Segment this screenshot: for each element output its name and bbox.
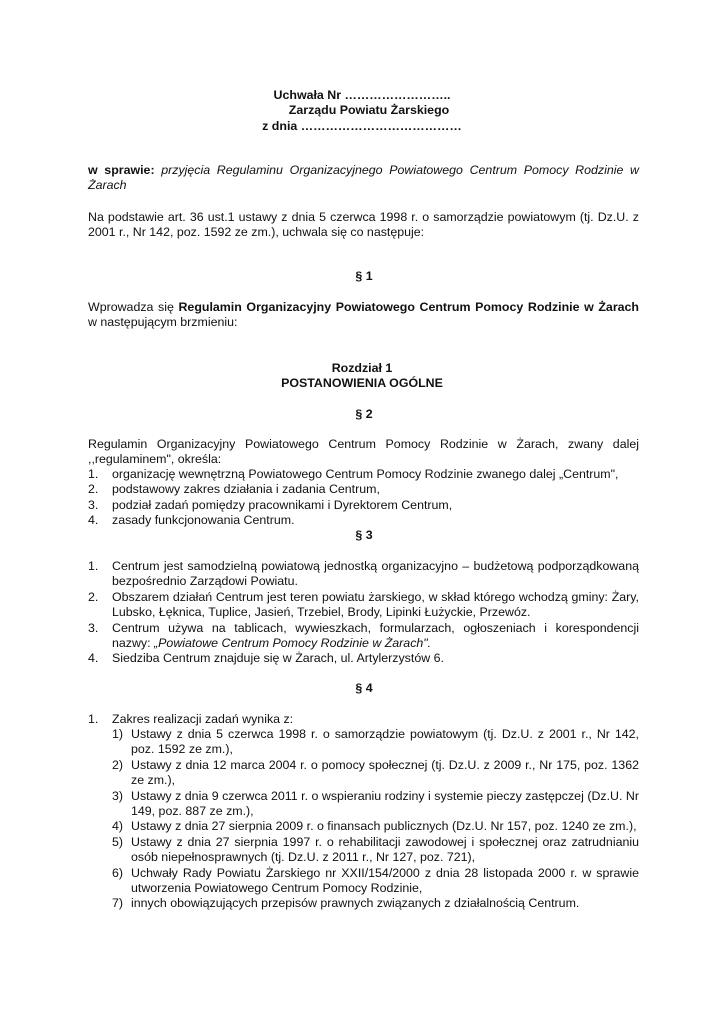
list-item xyxy=(88,590,639,621)
list-number: 2. xyxy=(88,589,99,604)
list-item xyxy=(88,513,639,528)
list-number: 1. xyxy=(88,559,99,573)
list-item xyxy=(88,651,639,666)
list-number: 4. xyxy=(88,513,99,528)
resolution-number: Uchwała Nr …………………….. xyxy=(273,88,451,102)
section-1-intro: Wprowadza się xyxy=(88,300,174,314)
list-text: Obszarem działań Centrum jest teren powiatu żarskiego, w skład którego wchodzą gminy: Żary, Lubsko, Łęknica, Tuplice, Jasień, Trzebiel, Brody, Lipinki Łużyckie, Przewóz. xyxy=(112,589,639,620)
section-1-rest: w następującym brzmieniu: xyxy=(88,315,238,330)
list-item xyxy=(112,835,639,866)
list-number: 7) xyxy=(112,896,124,911)
section-2-list xyxy=(88,467,639,529)
list-number: 4) xyxy=(112,819,124,834)
list-number: 4. xyxy=(88,651,99,666)
list-number: 1. xyxy=(88,467,99,481)
section-4-list xyxy=(88,712,639,727)
list-text-italic: „Powiatowe Centrum Pomocy Rodzinie w Żarach". xyxy=(154,636,432,651)
list-text: organizację wewnętrzną Powiatowego Centrum Pomocy Rodzinie zwanego dalej „Centrum", xyxy=(112,467,619,481)
issuing-body: Zarządu Powiatu Żarskiego xyxy=(288,103,450,117)
subject-line xyxy=(88,163,639,194)
list-number: 2) xyxy=(112,757,124,772)
list-number: 5) xyxy=(112,834,124,849)
list-number: 2. xyxy=(88,482,99,497)
list-text: Ustawy z dnia 12 marca 2004 r. o pomocy społecznej (tj. Dz.U. z 2009 r., Nr 175, poz. 1362 ze zm.), xyxy=(131,757,639,788)
section-4-sublist xyxy=(112,727,639,912)
list-text: Uchwały Rady Powiatu Żarskiego nr XXII/154/2000 z dnia 28 listopada 2000 r. w sprawie utworzenia Powiatowego Centrum Pomocy Rodzinie, xyxy=(131,865,639,896)
list-item xyxy=(88,482,639,497)
subject-label: w sprawie: xyxy=(88,163,155,177)
list-text: innych obowiązujących przepisów prawnych związanych z działalnością Centrum. xyxy=(131,896,580,911)
list-number: 3. xyxy=(88,497,99,512)
section-3-title: § 3 xyxy=(355,528,373,542)
list-text: Ustawy z dnia 5 czerwca 1998 r. o samorządzie powiatowym (tj. Dz.U. z 2001 r., Nr 142, poz. 1592 ze zm.), xyxy=(131,727,639,757)
list-text: podział zadań pomiędzy pracownikami i Dyrektorem Centrum, xyxy=(112,497,453,512)
list-item xyxy=(88,712,639,727)
section-1-regulation-name: Regulamin Organizacyjny Powiatowego Centrum Pomocy Rodzinie w Żarach xyxy=(178,300,639,314)
list-number: 3. xyxy=(88,620,99,635)
list-number: 6) xyxy=(112,865,124,880)
list-number: 1) xyxy=(112,727,124,741)
list-text: Zakres realizacji zadań wynika z: xyxy=(112,712,294,726)
list-item xyxy=(112,727,639,758)
section-4-title: § 4 xyxy=(355,681,373,695)
list-number: 1. xyxy=(88,712,99,726)
list-item xyxy=(112,758,639,789)
legal-basis: Na podstawie art. 36 ust.1 ustawy z dnia 5 czerwca 1998 r. o samorządzie powiatowym (tj. Dz.U. z 2001 r., Nr 142, poz. 1592 ze zm.), uchwala się co następuje: xyxy=(88,210,639,240)
section-2-intro: Regulamin Organizacyjny Powiatowego Centrum Pomocy Rodzinie w Żarach, zwany dalej ,,regulaminem", określa: xyxy=(88,437,639,467)
list-item xyxy=(88,467,639,482)
list-text: Ustawy z dnia 9 czerwca 2011 r. o wspieraniu rodziny i systemie pieczy zastępczej (Dz.U. Nr 149, poz. 887 ze zm.), xyxy=(131,788,639,819)
resolution-date: z dnia ………………………………… xyxy=(262,119,462,133)
list-text: Ustawy z dnia 27 sierpnia 1997 r. o rehabilitacji zawodowej i społecznej oraz zatrudnianiu osób niepełnosprawnych (tj. Dz.U. z 2011 r., Nr 127, poz. 721), xyxy=(131,834,639,865)
list-item xyxy=(112,896,639,911)
subject-text: przyjęcia Regulaminu Organizacyjnego Powiatowego Centrum Pomocy Rodzinie w Żarach xyxy=(88,163,639,193)
section-3-list xyxy=(88,559,639,667)
chapter-title: Rozdział 1 xyxy=(331,361,393,375)
section-1-title: § 1 xyxy=(355,269,373,283)
list-text: podstawowy zakres działania i zadania Centrum, xyxy=(112,482,380,497)
list-item xyxy=(88,498,639,513)
list-item xyxy=(88,621,639,652)
section-2-title: § 2 xyxy=(355,407,373,421)
list-item xyxy=(112,789,639,820)
list-text: Centrum jest samodzielną powiatową jednostką organizacyjno – budżetową podporządkowaną bezpośrednio Zarządowi Powiatu. xyxy=(112,559,639,589)
list-text: zasady funkcjonowania Centrum. xyxy=(112,513,295,528)
list-text: Siedziba Centrum znajduje się w Żarach, ul. Artylerzystów 6. xyxy=(112,651,444,666)
list-item xyxy=(88,559,639,590)
chapter-subtitle: POSTANOWIENIA OGÓLNE xyxy=(281,376,443,390)
section-1-body xyxy=(88,300,639,331)
list-text: Ustawy z dnia 27 sierpnia 2009 r. o finansach publicznych (Dz.U. Nr 157, poz. 1240 ze zm.), xyxy=(131,819,637,834)
list-item xyxy=(112,819,639,834)
list-text: Centrum używa na tablicach, wywieszkach, formularzach, ogłoszeniach i korespondencji nazwy: xyxy=(112,620,639,651)
list-number: 3) xyxy=(112,788,124,803)
list-item xyxy=(112,866,639,897)
